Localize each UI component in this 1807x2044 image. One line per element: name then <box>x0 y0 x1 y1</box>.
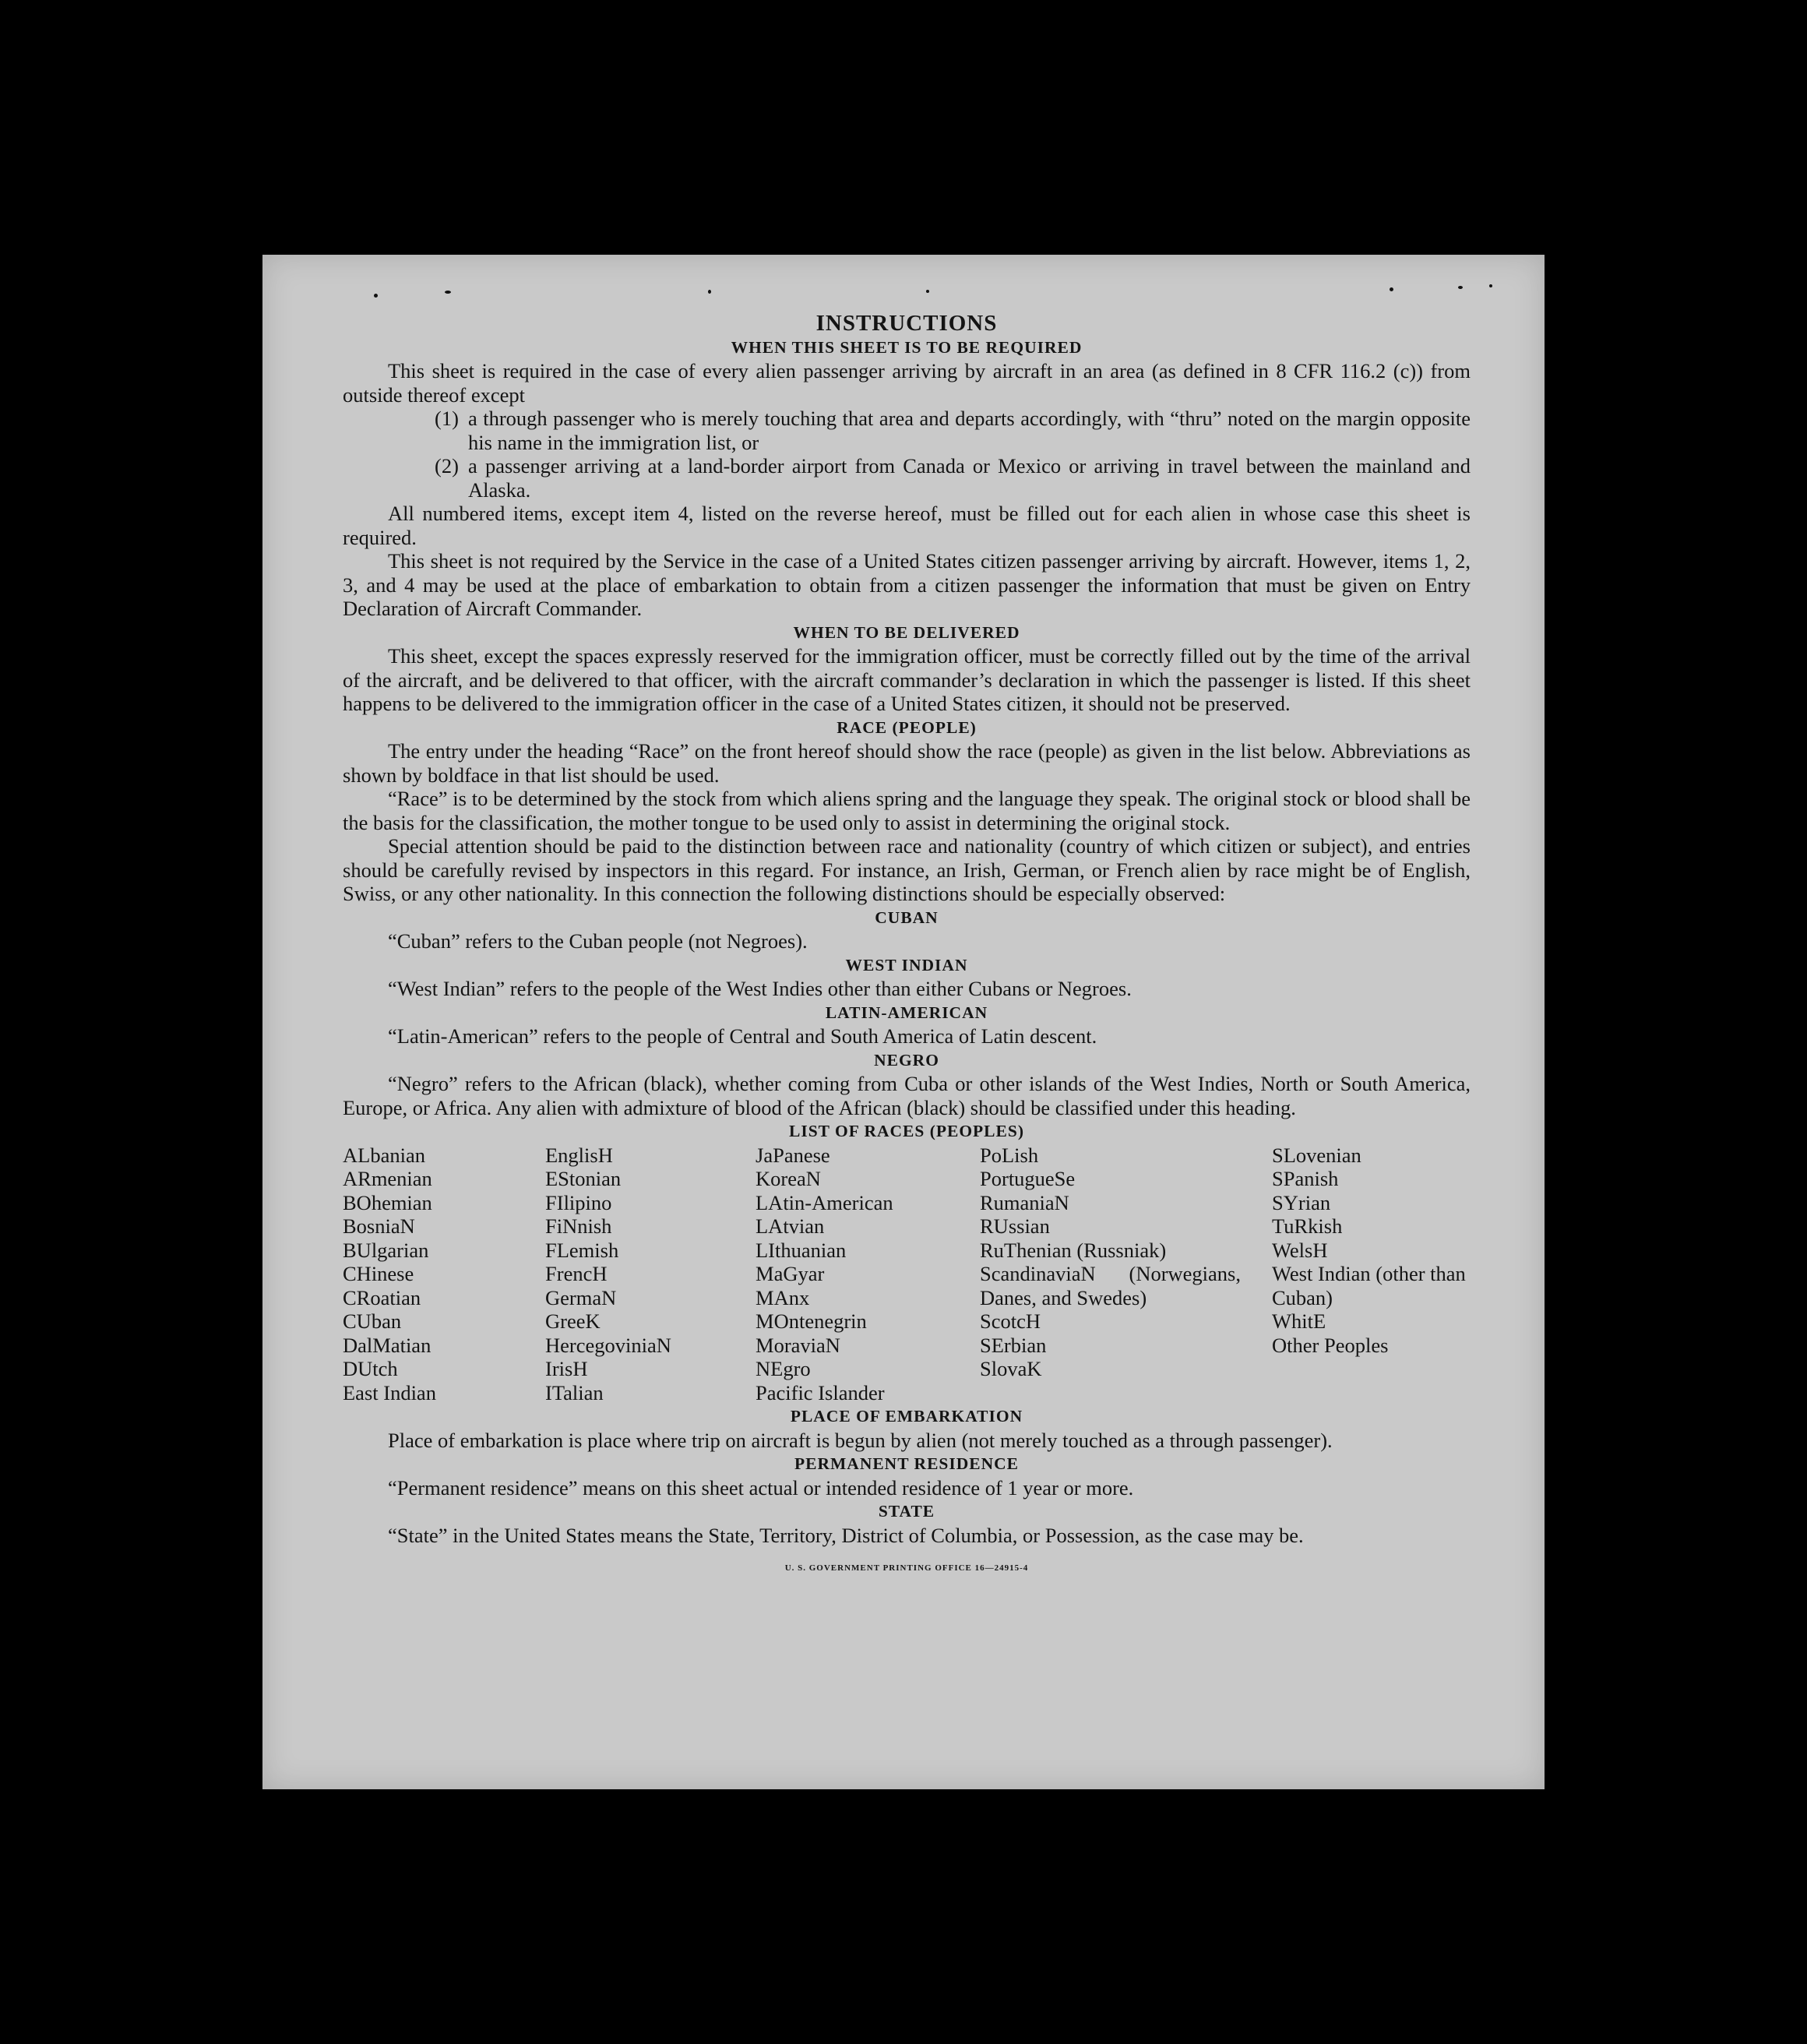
paragraph: Special attention should be paid to the distinction between race and nationality (country of which citizen or subject), and entries should be carefully revised by inspectors in this regard. For instance, an Irish, German, or French alien by race might be of English, Swiss, or any other nationality. In this connection the following distinctions should be especially observed: <box>343 834 1471 905</box>
paragraph: “Cuban” refers to the Cuban people (not Negroes). <box>388 929 808 953</box>
race-item: RumaniaN <box>980 1190 1069 1214</box>
race-item: DUtch <box>343 1357 398 1380</box>
race-item: GreeK <box>545 1309 601 1333</box>
race-column <box>980 1144 1272 1405</box>
paragraph: “Permanent residence” means on this sheet actual or intended residence of 1 year or more. <box>388 1475 1134 1500</box>
section-heading: PERMANENT RESIDENCE <box>794 1454 1019 1473</box>
paragraph: “Latin-American” refers to the people of Central and South America of Latin descent. <box>388 1024 1097 1048</box>
document-sheet <box>262 255 1545 1789</box>
race-item: ARmenian <box>343 1167 432 1190</box>
race-item: DalMatian <box>343 1333 431 1357</box>
race-column <box>756 1144 980 1405</box>
race-item: CHinese <box>343 1262 414 1285</box>
race-item: RuThenian (Russniak) <box>980 1238 1167 1262</box>
race-item: East Indian <box>343 1380 436 1404</box>
paragraph: All numbered items, except item 4, listed on the reverse hereof, must be filled out for each alien in whose case this sheet is required. <box>343 502 1471 549</box>
race-item: MAnx <box>756 1285 810 1309</box>
race-item: SPanish <box>1272 1167 1339 1190</box>
race-item: SErbian <box>980 1333 1047 1357</box>
page-title: INSTRUCTIONS <box>815 311 998 336</box>
race-item: FIlipino <box>545 1190 612 1214</box>
paragraph: This sheet, except the spaces expressly reserved for the immigration officer, must be correctly filled out by the time of the arrival of the aircraft, and be delivered to that officer, with the aircraft commander’s declaration in which the passenger is listed. If this sheet happens to be delivered to the immigration officer in the case of a United States citizen, it should not be preserved. <box>343 644 1471 715</box>
speck <box>445 291 451 294</box>
speck <box>374 294 378 298</box>
race-item: ALbanian <box>343 1143 425 1167</box>
race-item: BUlgarian <box>343 1238 429 1262</box>
race-item: EnglisH <box>545 1143 613 1167</box>
race-item: RUssian <box>980 1214 1050 1238</box>
paragraph: “State” in the United States means the State, Territory, District of Columbia, or Possession, as the case may be. <box>388 1523 1304 1547</box>
race-item: MOntenegrin <box>756 1309 867 1333</box>
instructions-content <box>343 312 1471 1581</box>
race-item: CRoatian <box>343 1285 421 1309</box>
race-item: FiNnish <box>545 1214 612 1238</box>
race-list <box>343 1144 1471 1405</box>
race-column <box>545 1144 756 1405</box>
paragraph: “Negro” refers to the African (black), whether coming from Cuba or other islands of the West Indies, North or South America, Europe, or Africa. Any alien with admixture of blood of the African (black) should be classified under this heading. <box>343 1072 1471 1119</box>
race-item: Pacific Islander <box>756 1380 885 1404</box>
race-item: CUban <box>343 1309 402 1333</box>
race-item: BOhemian <box>343 1190 432 1214</box>
speck <box>1489 284 1492 287</box>
race-item: Other Peoples <box>1272 1333 1389 1357</box>
race-item: FLemish <box>545 1238 619 1262</box>
speck <box>926 290 929 293</box>
race-item: ScandinaviaN (Norwegians, Danes, and Swedes) <box>980 1262 1241 1309</box>
race-item: SLovenian <box>1272 1143 1361 1167</box>
paragraph: “West Indian” refers to the people of the West Indies other than either Cubans or Negroes. <box>388 977 1132 1000</box>
race-item: SYrian <box>1272 1190 1331 1214</box>
speck <box>708 290 711 294</box>
race-item: LAtin-American <box>756 1190 893 1214</box>
paragraph: The entry under the heading “Race” on the front hereof should show the race (people) as given in the list below. Abbreviations as shown by boldface in that list should be used. <box>343 739 1471 787</box>
race-column <box>1272 1144 1471 1405</box>
printing-office-footer: U. S. GOVERNMENT PRINTING OFFICE 16—24915-4 <box>784 1563 1029 1573</box>
race-item: LAtvian <box>756 1214 825 1238</box>
section-heading: CUBAN <box>875 907 939 927</box>
speck <box>1458 286 1463 289</box>
section-heading: WHEN THIS SHEET IS TO BE REQUIRED <box>731 337 1083 357</box>
paragraph: This sheet is required in the case of every alien passenger arriving by aircraft in an area (as defined in 8 CFR 116.2 (c)) from outside thereof except <box>343 359 1471 407</box>
race-item: PortugueSe <box>980 1167 1076 1190</box>
race-item: WelsH <box>1272 1238 1328 1262</box>
race-item: IrisH <box>545 1357 588 1380</box>
race-item: MaGyar <box>756 1262 825 1285</box>
section-heading: PLACE OF EMBARKATION <box>790 1407 1023 1426</box>
list-item: (2) a passenger arriving at a land-border airport from Canada or Mexico or arriving in travel between the mainland and Alaska. <box>435 454 1471 502</box>
race-item: HercegoviniaN <box>545 1333 671 1357</box>
race-item: PoLish <box>980 1143 1039 1167</box>
paragraph: This sheet is not required by the Service in the case of a United States citizen passenger arriving by aircraft. However, items 1, 2, 3, and 4 may be used at the place of embarkation to obtain from a citizen passenger the information that must be given on Entry Declaration of Aircraft Commander. <box>343 549 1471 620</box>
paragraph: “Race” is to be determined by the stock from which aliens spring and the language they speak. The original stock or blood shall be the basis for the classification, the mother tongue to be used only to assist in determining the original stock. <box>343 787 1471 834</box>
section-heading: RACE (PEOPLE) <box>837 717 977 737</box>
paragraph: Place of embarkation is place where trip on aircraft is begun by alien (not merely touched as a through passenger). <box>388 1428 1333 1452</box>
race-item: FrencH <box>545 1262 608 1285</box>
section-heading: NEGRO <box>874 1050 939 1070</box>
race-item: LIthuanian <box>756 1238 847 1262</box>
race-item: WhitE <box>1272 1309 1326 1333</box>
race-item: EStonian <box>545 1167 622 1190</box>
speck <box>1390 287 1393 291</box>
race-item: BosniaN <box>343 1214 415 1238</box>
race-item: KoreaN <box>756 1167 821 1190</box>
race-item: JaPanese <box>756 1143 830 1167</box>
race-item: ITalian <box>545 1380 604 1404</box>
race-item: SlovaK <box>980 1357 1042 1380</box>
race-item: TuRkish <box>1272 1214 1343 1238</box>
section-heading: LIST OF RACES (PEOPLES) <box>789 1122 1024 1140</box>
section-heading: LATIN-AMERICAN <box>825 1003 988 1022</box>
list-item: (1) a through passenger who is merely touching that area and departs accordingly, with “thru” noted on the margin opposite his name in the immigration list, or <box>435 407 1471 454</box>
race-item: MoraviaN <box>756 1333 840 1357</box>
race-item: ScotcH <box>980 1309 1041 1333</box>
race-column <box>343 1144 545 1405</box>
section-heading: WEST INDIAN <box>845 955 968 974</box>
race-item: GermaN <box>545 1285 617 1309</box>
section-heading: STATE <box>878 1502 935 1521</box>
section-heading: WHEN TO BE DELIVERED <box>793 622 1020 642</box>
race-item: NEgro <box>756 1357 811 1380</box>
race-item: West Indian (other than Cuban) <box>1272 1262 1466 1309</box>
